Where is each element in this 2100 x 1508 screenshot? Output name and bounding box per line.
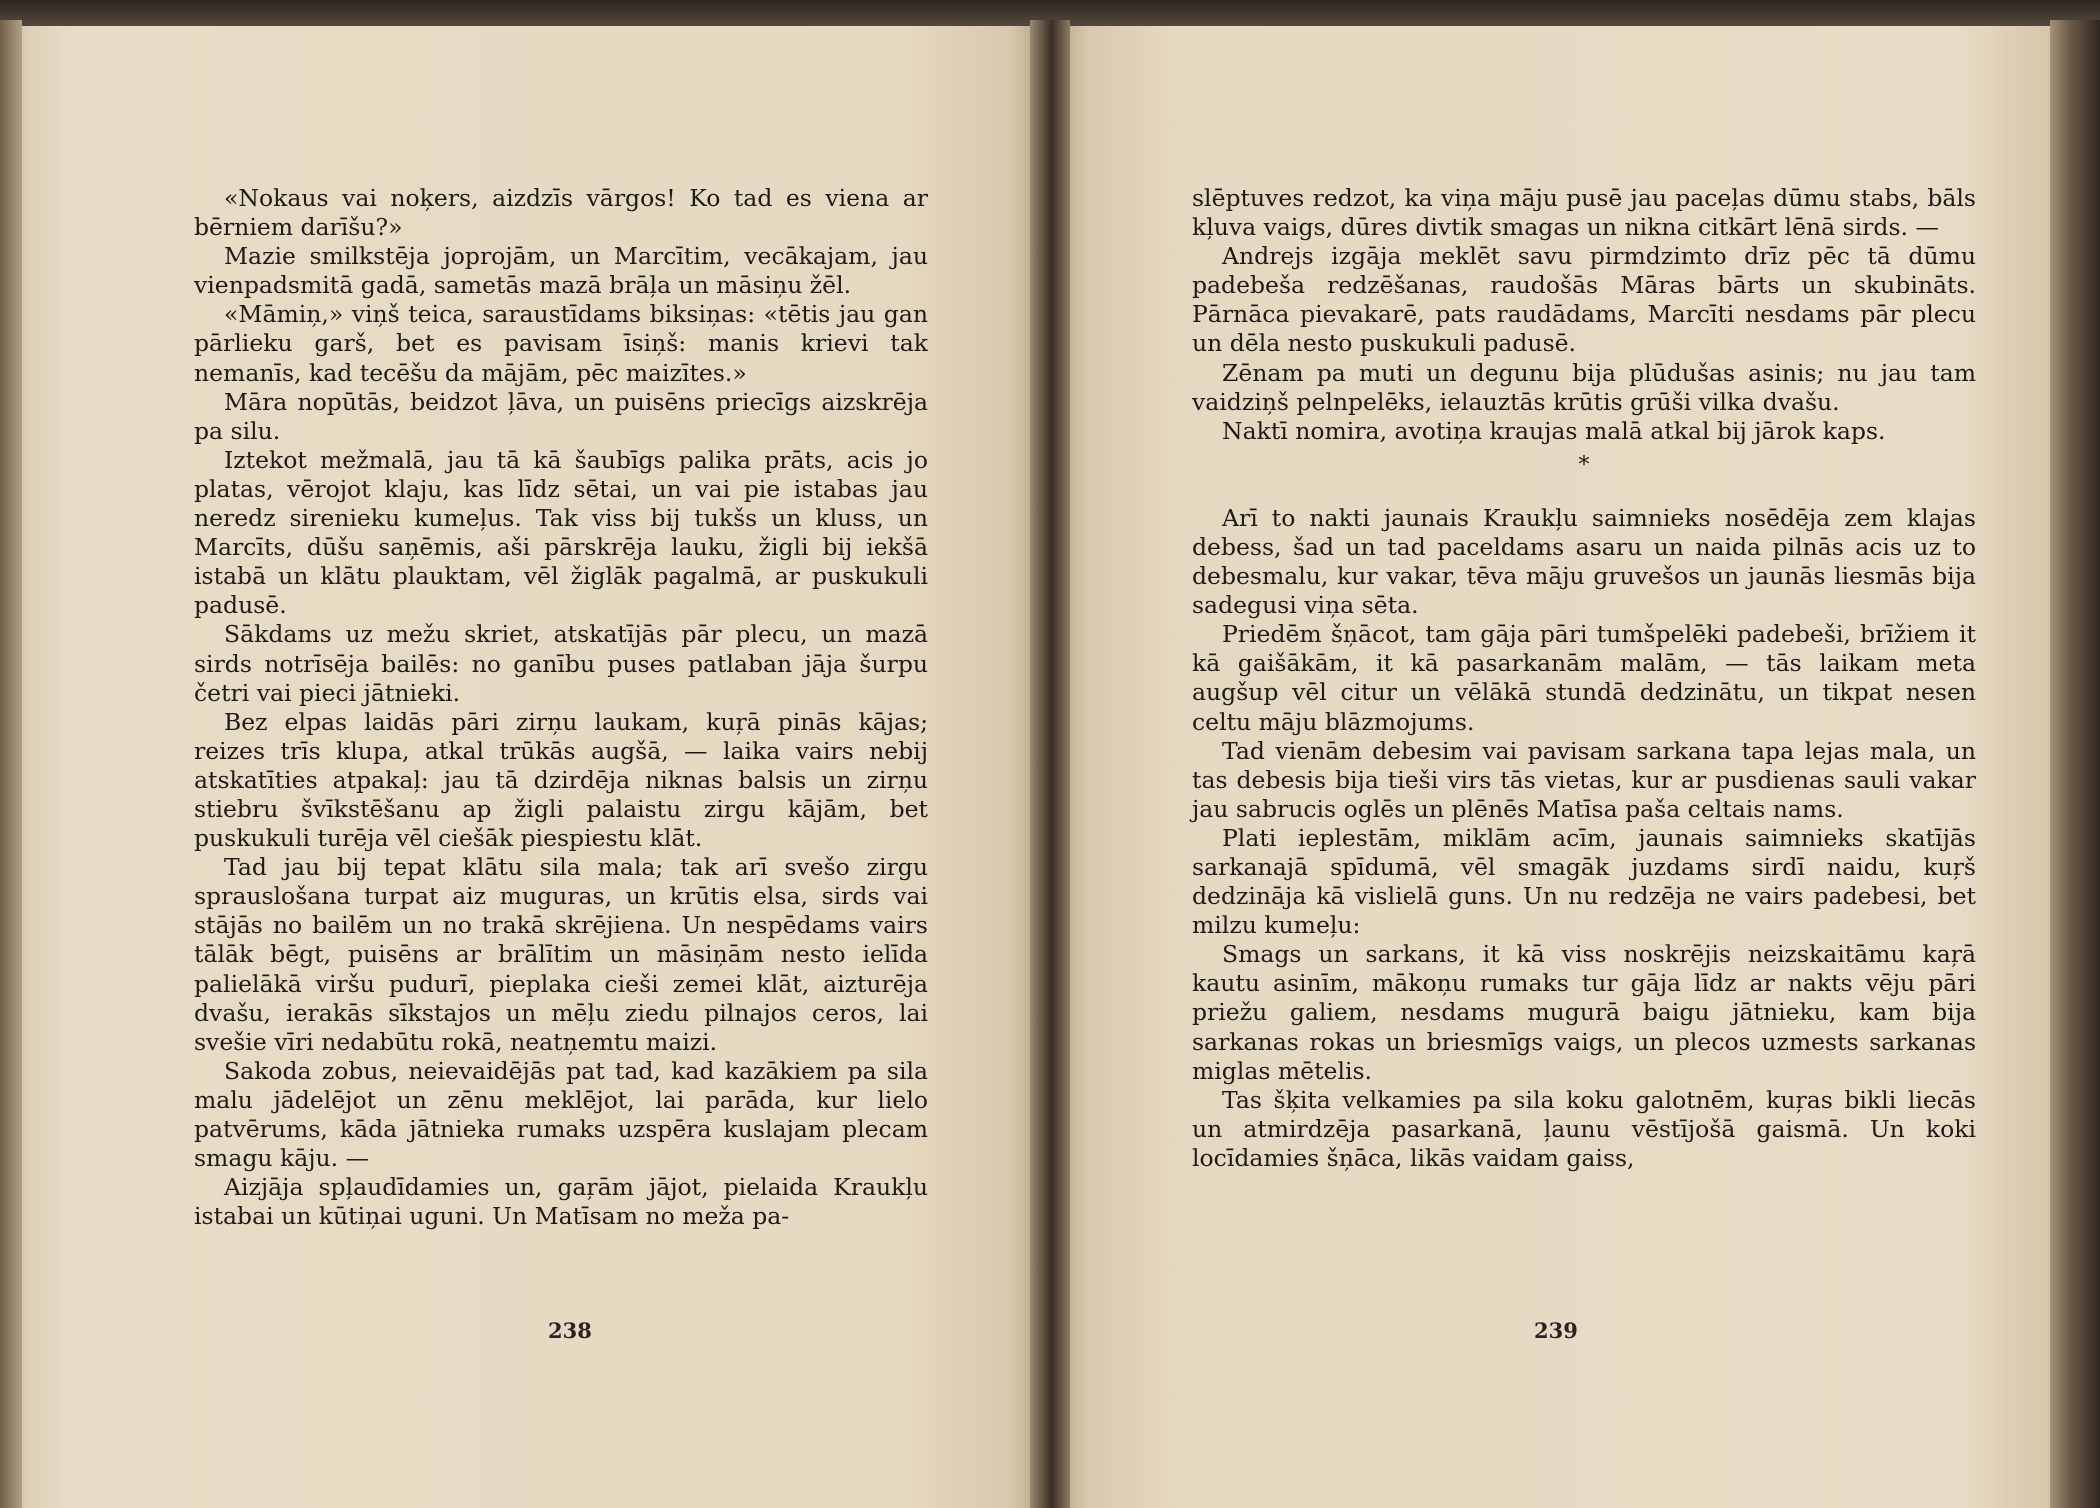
paragraph: Tas šķita velkamies pa sila koku galotnēm, kuŗas bikli liecās un atmirdzēja pasarkanā, ļaunu vēstījošā gaismā. Un koki locīdamies šņāca, likās vaidam gaiss, [1192,1085,1976,1172]
paragraph: Plati ieplestām, miklām acīm, jaunais saimnieks skatījās sarkanajā spīdumā, vēl smagāk juzdams sirdī naidu, kuŗš dedzināja kā vislielā guns. Un nu redzēja ne vairs padebesi, bet milzu kumeļu: [1192,823,1976,940]
paragraph: Andrejs izgāja meklēt savu pirmdzimto drīz pēc tā dūmu padebeša redzēšanas, raudošās Māras bārts un skubināts. Pārnāca pievakarē, pats raudādams, Marcīti nesdams pār plecu un dēla nesto puskukuli padusē. [1192,242,1976,358]
right-page [1058,26,2050,1508]
paragraph: Priedēm šņācot, tam gāja pāri tumšpelēki padebeši, brīžiem it kā gaišākām, it kā pasarkanām malām, — tās laikam meta augšup vēl citur un vēlākā stundā dedzinātu, un tikpat nesen celtu māju blāzmojums. [1192,620,1976,736]
section-break-mark: * [1578,452,1590,478]
paragraph: Smags un sarkans, it kā viss noskrējis neizskaitāmu kaŗā kautu asinīm, mākoņu rumaks tur gāja līdz ar nakts vēju pāri priežu galiem, nesdams mugurā baigu jātnieku, kam bija sarkanas rokas un briesmīgs vaigs, un plecos uzmests sarkanas miglas mētelis. [1192,940,1976,1085]
left-page [0,26,1040,1508]
paragraph: «Māmiņ,» viņš teica, saraustīdams biksiņas: «tētis jau gan pārlieku garš, bet es pavisam īsiņš: manis krievi tak nemanīs, kad tecēšu da mājām, pēc maizītes.» [194,300,928,387]
page-number: 239 [1534,1318,1578,1343]
paragraph: Arī to nakti jaunais Kraukļu saimnieks nosēdēja zem klajas debess, šad un tad paceldams asaru un naida pilnās acis uz to debesmalu, kur vakar, tēva māju gruvešos un jaunās liesmās bija sadegusi viņa sēta. [1192,503,1976,620]
paragraph: Naktī nomira, avotiņa kraujas malā atkal bij jārok kaps. [1222,416,1886,445]
book-gutter [1030,20,1070,1508]
right-page-text [1192,184,1976,1173]
paragraph: Sākdams uz mežu skriet, atskatījās pār plecu, un mazā sirds notrīsēja bailēs: no ganību puses patlaban jāja šurpu četri vai pieci jātnieki. [194,620,928,707]
paragraph: «Nokaus vai noķers, aizdzīs vārgos! Ko tad es viena ar bērniem darīšu?» [194,184,928,242]
paragraph: Mazie smilkstēja joprojām, un Marcītim, vecākajam, jau vienpadsmitā gadā, sametās mazā brāļa un māsiņu žēl. [194,242,928,300]
paragraph: Māra nopūtās, beidzot ļāva, un puisēns priecīgs aizskrēja pa silu. [194,387,928,445]
paragraph: Tad vienām debesim vai pavisam sarkana tapa lejas mala, un tas debesis bija tieši virs tās vietas, kur ar pusdienas sauli vakar jau sabrucis oglēs un plēnēs Matīsa paša celtais nams. [1192,736,1976,823]
page-number: 238 [548,1318,592,1343]
book-left-edge [0,20,22,1508]
paragraph: Iztekot mežmalā, jau tā kā šaubīgs palika prāts, acis jo platas, vērojot klaju, kas līdz sētai, un vai pie istabas jau neredz sirenieku kumeļus. Tak viss bij tukšs un kluss, un Marcīts, dūšu saņēmis, aši pārskrēja lauku, žigli bij iekšā istabā un klātu plauktam, vēl žiglāk pagalmā, ar puskukuli padusē. [194,445,928,620]
paragraph: Aizjāja spļaudīdamies un, gaŗām jājot, pielaida Kraukļu istabai un kūtiņai uguni. Un Matīsam no meža pa- [194,1173,928,1231]
continuation-paragraph: slēptuves redzot, ka viņa māju pusē jau paceļas dūmu stabs, bāls kļuva vaigs, dūres divtik smagas un nikna citkārt lēnā sirds. — [1192,184,1976,242]
book-right-edge [2050,20,2100,1508]
paragraph: Tad jau bij tepat klātu sila mala; tak arī svešo zirgu sprauslošana turpat aiz muguras, un krūtis elsa, sirds vai stājās no bailēm un no trakā skrējiena. Un nespēdams vairs tālāk bēgt, puisēns ar brālītim un māsiņām nesto ielīda palielākā viršu pudurī, pieplaka cieši zemei klāt, aizturēja dvašu, ierakās sīkstajos un mēļu ziedu pilnajos ceros, lai svešie vīri nedabūtu rokā, neatņemtu maizi. [194,853,928,1056]
paragraph: Sakoda zobus, neievaidējās pat tad, kad kazākiem pa sila malu jādelējot un zēnu meklējot, lai parāda, kur lielo patvērums, kāda jātnieka rumaks uzspēra kuslajam plecam smagu kāju. — [194,1056,928,1173]
paragraph: Zēnam pa muti un degunu bija plūdušas asinis; nu jau tam vaidziņš pelnpelēks, ielauztās krūtis grūši vilka dvašu. [1192,358,1976,416]
paragraph: Bez elpas laidās pāri zirņu laukam, kuŗā pinās kājas; reizes trīs klupa, atkal trūkās augšā, — laika vairs nebij atskatīties atpakaļ: jau tā dzirdēja niknas balsis un zirņu stiebru švīkstēšanu ap žigli palaistu zirgu kājām, bet puskukuli turēja vēl ciešāk piespiestu klāt. [194,707,928,853]
left-page-text [194,184,928,1231]
